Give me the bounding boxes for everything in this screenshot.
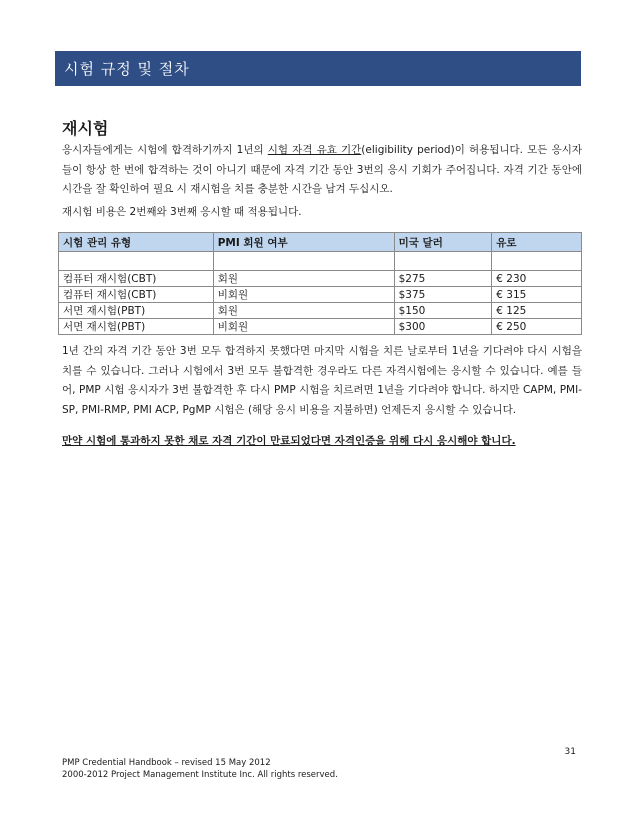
header-exam-type: 시험 관리 유형 bbox=[59, 233, 214, 252]
expiry-notice-paragraph: 만약 시험에 통과하지 못한 채로 자격 기간이 만료되었다면 자격인증을 위해 다시 응시해야 합니다. bbox=[62, 435, 516, 447]
header-usd: 미국 달러 bbox=[394, 233, 492, 252]
cell-usd: $150 bbox=[394, 303, 492, 319]
cell-exam-type: 서면 재시험(PBT) bbox=[59, 303, 214, 319]
cell-exam-type: 컴퓨터 재시험(CBT) bbox=[59, 271, 214, 287]
cell-usd: $300 bbox=[394, 319, 492, 335]
cell-usd: $375 bbox=[394, 287, 492, 303]
cell-eur: € 315 bbox=[492, 287, 582, 303]
cell-usd: $275 bbox=[394, 271, 492, 287]
footer-handbook-line: PMP Credential Handbook – revised 15 May 2012 bbox=[62, 758, 271, 768]
waiting-period-paragraph: 1년 간의 자격 기간 동안 3번 모두 합격하지 못했다면 마지막 시험을 치른 날로부터 1년을 기다려야 다시 시험을 치를 수 있습니다. 그러나 시험에서 3번 모두 불합격한 경우라도 다른 자격시험에는 응시할 수 있습니다. 예를 들어, PMP 시험 응시자가 3번 불합격한 후 다시 PMP 시험을 치르려면 1년을 기다려야 합니다. 하지만 CAPM, PMI-SP, PMI-RMP, PMI ACP, PgMP 시험은 (해당 응시 비용을 지불하면) 언제든지 응시할 수 있습니다. bbox=[62, 345, 582, 416]
cell-eur: € 250 bbox=[492, 319, 582, 335]
eligibility-text-after: (eligibility period)이 허용됩니다. 모든 응시자들이 항상 한 번에 합격하는 것이 아니기 때문에 자격 기간 동안 3번의 응시 기회가 주어집니다. 자격 기간 동안에 시간을 잘 확인하여 필요 시 재시험을 치를 충분한 시간을 남겨 두십시오. bbox=[62, 144, 582, 195]
cell-membership: 비회원 bbox=[213, 287, 394, 303]
eligibility-period-term: 시험 자격 유효 기간 bbox=[267, 144, 362, 156]
retake-fee-paragraph: 재시험 비용은 2번째와 3번째 응시할 때 적용됩니다. bbox=[62, 206, 302, 218]
table-row bbox=[59, 287, 582, 303]
table-row bbox=[59, 319, 582, 335]
cell-membership: 회원 bbox=[213, 271, 394, 287]
retake-fee-table bbox=[58, 232, 582, 335]
eligibility-paragraph bbox=[62, 141, 582, 200]
table-row bbox=[59, 303, 582, 319]
page-number: 31 bbox=[564, 747, 576, 757]
header-title: 시험 규정 및 절차 bbox=[64, 60, 190, 78]
table-row bbox=[59, 271, 582, 287]
table-blank-row bbox=[59, 252, 582, 271]
cell-exam-type: 컴퓨터 재시험(CBT) bbox=[59, 287, 214, 303]
section-title: 재시험 bbox=[62, 119, 109, 138]
cell-eur: € 230 bbox=[492, 271, 582, 287]
cell-membership: 비회원 bbox=[213, 319, 394, 335]
header-eur: 유로 bbox=[492, 233, 582, 252]
eligibility-text-before: 응시자들에게는 시험에 합격하기까지 1년의 bbox=[62, 144, 268, 156]
cell-eur: € 125 bbox=[492, 303, 582, 319]
header-membership: PMI 회원 여부 bbox=[213, 233, 394, 252]
cell-membership: 회원 bbox=[213, 303, 394, 319]
footer-copyright-line: 2000-2012 Project Management Institute Inc. All rights reserved. bbox=[62, 770, 338, 780]
table-header-row bbox=[59, 233, 582, 252]
cell-exam-type: 서면 재시험(PBT) bbox=[59, 319, 214, 335]
section-header-bar bbox=[55, 51, 581, 86]
